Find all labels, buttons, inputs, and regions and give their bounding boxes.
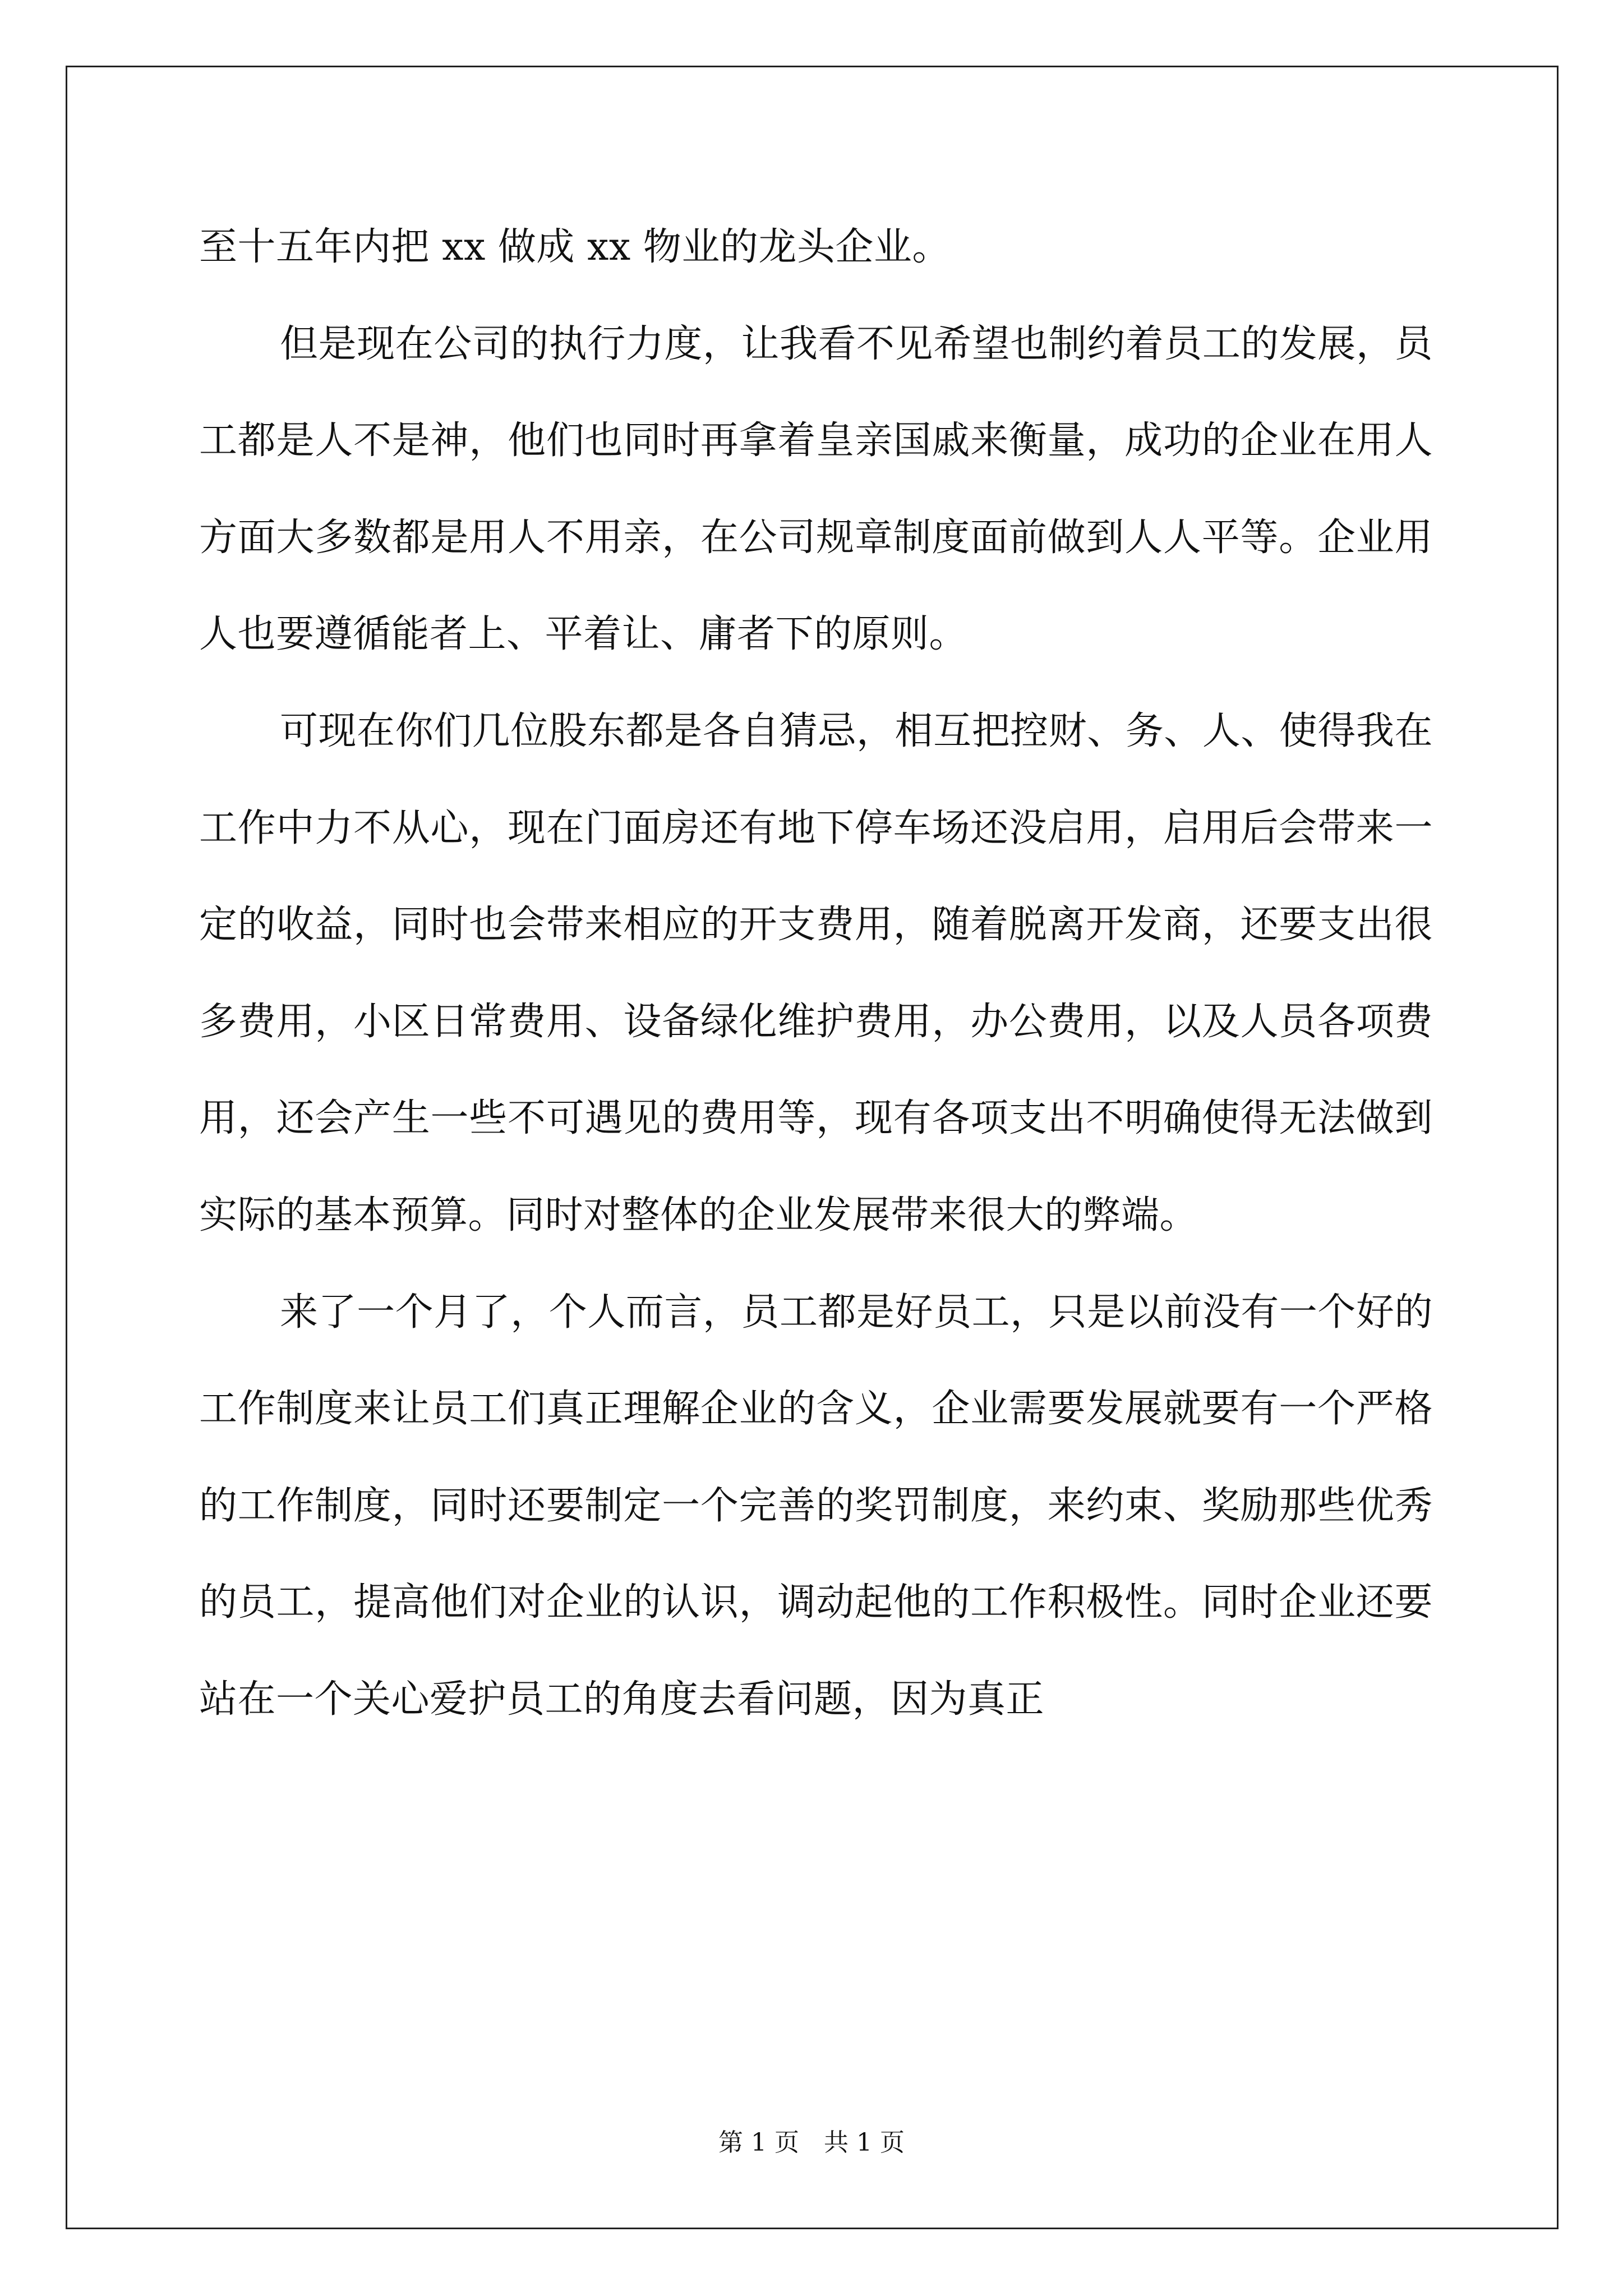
page-number-footer: 第 1 页 共 1 页 [718, 2128, 905, 2157]
paragraph-2: 但是现在公司的执行力度，让我看不见希望也制约着员工的发展，员工都是人不是神，他们也同时再拿着皇亲国戚来衡量，成功的企业在用人方面大多数都是用人不用亲，在公司规章制度面前做到人人平等。企业用人也要遵循能者上、平着让、庸者下的原则。 [199, 321, 1433, 657]
paragraph-1: 至十五年内把 xx 做成 xx 物业的龙头企业。 [199, 225, 951, 269]
document-body [199, 199, 1433, 1749]
paragraph-4: 来了一个月了，个人而言，员工都是好员工，只是以前没有一个好的工作制度来让员工们真正理解企业的含义，企业需要发展就要有一个严格的工作制度，同时还要制定一个完善的奖罚制度，来约束、奖励那些优秀的员工，提高他们对企业的认识，调动起他的工作积极性。同时企业还要站在一个关心爱护员工的角度去看问题，因为真正 [199, 1290, 1433, 1722]
paragraph-3: 可现在你们几位股东都是各自猜忌，相互把控财、务、人、使得我在工作中力不从心，现在门面房还有地下停车场还没启用，启用后会带来一定的收益，同时也会带来相应的开支费用，随着脱离开发商，还要支出很多费用，小区日常费用、设备绿化维护费用，办公费用，以及人员各项费用，还会产生一些不可遇见的费用等，现有各项支出不明确使得无法做到实际的基本预算。同时对整体的企业发展带来很大的弊端。 [199, 708, 1433, 1237]
